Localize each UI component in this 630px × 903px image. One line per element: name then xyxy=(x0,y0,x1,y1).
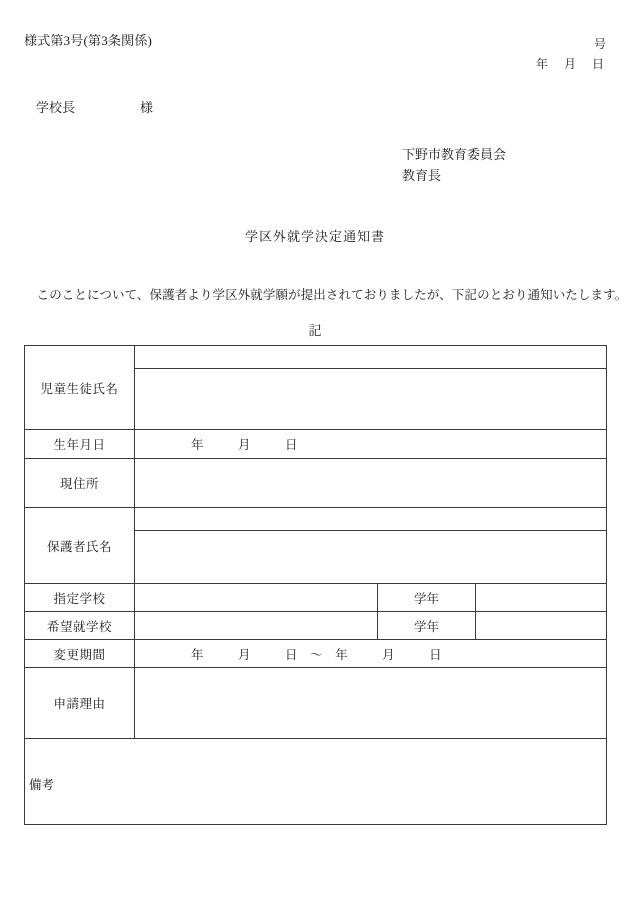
change-period-tilde: ～ xyxy=(310,647,324,662)
designated-grade-label: 学年 xyxy=(378,584,476,612)
reason-label: 申請理由 xyxy=(25,668,135,739)
desired-school-label: 希望就学校 xyxy=(25,612,135,640)
table-row-address xyxy=(25,459,607,508)
guardian-furigana-field[interactable] xyxy=(135,508,607,531)
change-period-to-day: 日 xyxy=(429,647,443,662)
desired-grade-label: 学年 xyxy=(378,612,476,640)
table-row-reason xyxy=(25,668,607,739)
desired-grade-field[interactable] xyxy=(476,612,607,640)
change-period-field[interactable] xyxy=(135,640,607,668)
document-date: 年 月 日 xyxy=(535,57,606,71)
issuer-block xyxy=(402,144,506,186)
table-row-designated-school xyxy=(25,584,607,612)
address-label: 現住所 xyxy=(25,459,135,508)
birthdate-field[interactable] xyxy=(135,430,607,459)
designated-school-label: 指定学校 xyxy=(25,584,135,612)
student-name-label: 児童生徒氏名 xyxy=(25,346,135,430)
birthdate-year: 年 xyxy=(191,438,205,452)
table-row-guardian-furigana xyxy=(25,508,607,531)
change-period-date-line xyxy=(135,645,606,663)
table-row-note xyxy=(25,739,607,825)
table-row-change-period xyxy=(25,640,607,668)
note-label: 備考 xyxy=(29,777,55,792)
guardian-name-field[interactable] xyxy=(135,531,607,584)
addressee-line: 学校長 様 xyxy=(36,100,154,115)
table-row-desired-school xyxy=(25,612,607,640)
birthdate-label: 生年月日 xyxy=(25,430,135,459)
change-period-from-day: 日 xyxy=(285,647,299,662)
address-field[interactable] xyxy=(135,459,607,508)
page-title: 学区外就学決定通知書 xyxy=(244,229,385,244)
desired-school-field[interactable] xyxy=(135,612,378,640)
designated-school-field[interactable] xyxy=(135,584,378,612)
change-period-from-month: 月 xyxy=(238,647,252,662)
change-period-to-month: 月 xyxy=(382,647,396,662)
table-row-birthdate xyxy=(25,430,607,459)
birthdate-month: 月 xyxy=(238,438,252,452)
change-period-from-year: 年 xyxy=(191,647,205,662)
designated-grade-field[interactable] xyxy=(476,584,607,612)
document-number: 号 xyxy=(593,37,606,51)
issuer-organization: 下野市教育委員会 xyxy=(402,147,507,162)
issuer-title: 教育長 xyxy=(402,168,442,183)
reason-field[interactable] xyxy=(135,668,607,739)
notification-form-table xyxy=(24,345,607,825)
form-number: 様式第3号(第3条関係) xyxy=(24,33,153,48)
birthdate-day: 日 xyxy=(285,438,299,452)
guardian-name-label: 保護者氏名 xyxy=(25,508,135,584)
student-name-field[interactable] xyxy=(135,369,607,430)
body-paragraph: このことについて、保護者より学区外就学願が提出されておりましたが、下記のとおり通知いたします。 xyxy=(24,288,628,302)
change-period-label: 変更期間 xyxy=(25,640,135,668)
student-furigana-field[interactable] xyxy=(135,346,607,369)
note-field[interactable] xyxy=(25,739,607,825)
birthdate-date-line xyxy=(135,435,606,453)
ki-mark: 記 xyxy=(308,323,322,338)
change-period-to-year: 年 xyxy=(335,647,349,662)
table-row-student-furigana xyxy=(25,346,607,369)
